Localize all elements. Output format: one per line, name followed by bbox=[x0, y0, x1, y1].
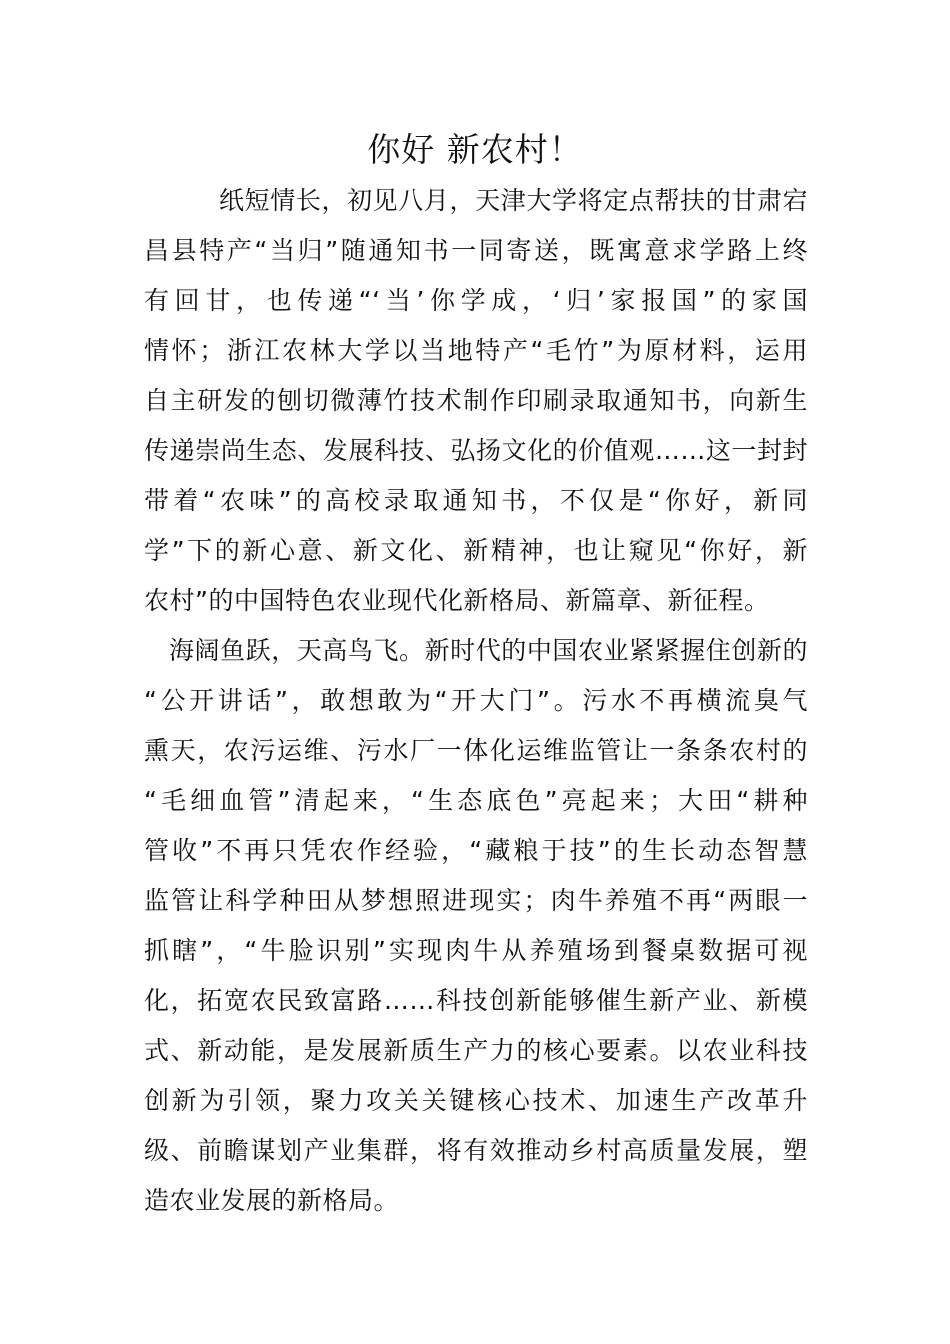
paragraph-line: 管收”不再只凭农作经验，“藏粮于技”的生长动态智慧 bbox=[144, 836, 808, 865]
paragraph-line: 监管让科学种田从梦想照进现实；肉牛养殖不再“两眼一 bbox=[144, 886, 808, 915]
paragraph-line: 级、前瞻谋划产业集群，将有效推动乡村高质量发展，塑 bbox=[144, 1136, 808, 1165]
paragraph-line: 有回甘，也传递“‘当’你学成，‘归’家报国”的家国 bbox=[144, 286, 808, 315]
document-title: 你好 新农村！ bbox=[367, 130, 583, 169]
paragraph-line: “公开讲话”，敢想敢为“开大门”。污水不再横流臭气 bbox=[144, 686, 808, 715]
paragraph-line: “毛细血管”清起来，“生态底色”亮起来；大田“耕种 bbox=[144, 786, 808, 815]
paragraph-line: 熏天，农污运维、污水厂一体化运维监管让一条条农村的 bbox=[144, 736, 808, 765]
paragraph-line: 带着“农味”的高校录取通知书，不仅是“你好，新同 bbox=[144, 486, 808, 515]
paragraph-line: 式、新动能，是发展新质生产力的核心要素。以农业科技 bbox=[144, 1036, 808, 1065]
paragraph-line: 农村”的中国特色农业现代化新格局、新篇章、新征程。 bbox=[144, 586, 770, 615]
paragraph-line: 昌县特产“当归”随通知书一同寄送，既寓意求学路上终 bbox=[144, 236, 808, 265]
paragraph-line: 传递崇尚生态、发展科技、弘扬文化的价值观……这一封封 bbox=[144, 436, 808, 465]
paragraph-line: 化，拓宽农民致富路……科技创新能够催生新产业、新模 bbox=[144, 986, 808, 1015]
paragraph-2 bbox=[144, 626, 808, 1226]
paragraph-line: 学”下的新心意、新文化、新精神，也让窥见“你好，新 bbox=[144, 536, 808, 565]
document-body bbox=[144, 176, 808, 1226]
paragraph-line: 自主研发的刨切微薄竹技术制作印刷录取通知书，向新生 bbox=[144, 386, 808, 415]
paragraph-line: 海阔鱼跃，天高鸟飞。新时代的中国农业紧紧握住创新的 bbox=[169, 636, 808, 665]
paragraph-1 bbox=[144, 176, 808, 626]
paragraph-line: 纸短情长，初见八月，天津大学将定点帮扶的甘肃宕 bbox=[219, 186, 808, 215]
paragraph-line: 情怀；浙江农林大学以当地特产“毛竹”为原材料，运用 bbox=[144, 336, 808, 365]
paragraph-line: 创新为引领，聚力攻关关键核心技术、加速生产改革升 bbox=[144, 1086, 808, 1115]
paragraph-line: 造农业发展的新格局。 bbox=[144, 1186, 400, 1215]
paragraph-line: 抓瞎”，“牛脸识别”实现肉牛从养殖场到餐桌数据可视 bbox=[144, 936, 808, 965]
